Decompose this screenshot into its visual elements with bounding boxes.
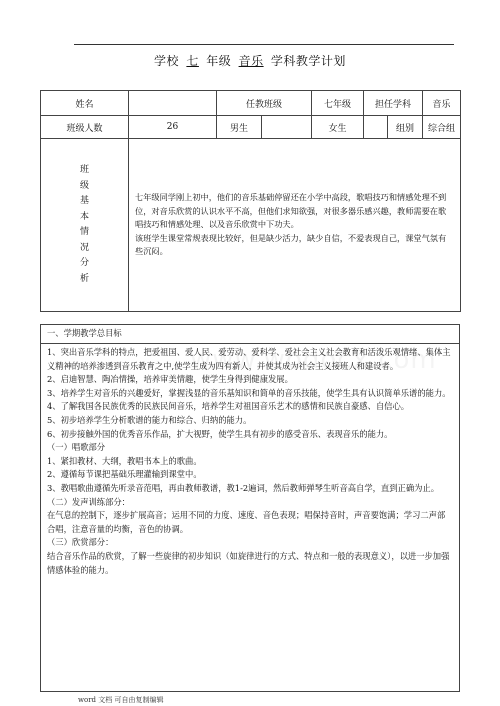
class-value: 七年级 [312,91,364,116]
title-grade-label: 年级 [206,54,232,68]
analysis-char: 分 [79,258,89,268]
title-prefix: 学校 [154,54,180,68]
goals-section [40,324,460,692]
goal-line: 5、初步培养学生分析歌谱的能力和综合、归纳的能力。 [47,414,252,425]
page-title [0,52,500,69]
girls-label: 女生 [312,116,364,139]
info-row-2 [41,116,461,139]
analysis-row [41,139,461,312]
name-label: 姓名 [41,91,129,116]
class-label: 任教班级 [217,91,312,116]
group-value: 综合组 [423,116,461,139]
goals-body [41,344,459,579]
analysis-paragraph: 该班学生课堂常规表现比较好，但是缺少活力，缺少自信，不爱表现自己，课堂气氛有些沉闷。 [135,232,447,257]
analysis-char: 班 [79,165,89,175]
goal-subheading: （二）发声训练部分： [47,496,130,507]
goal-line: 1、紧扣教材、大纲，教唱书本上的歌曲。 [47,455,202,466]
goal-line: 6、初步接触外国的优秀音乐作品，扩大视野，使学生具有初步的感受音乐、表现音乐的能力。 [47,428,393,439]
subject-label: 担任学科 [364,91,423,116]
boys-value [262,116,312,139]
group-label: 组别 [388,116,423,139]
goal-line: 结合音乐作品的欣赏，了解一些旋律的初步知识（如旋律进行的方式、特点和一般的表现意义），以进一步加强情感体验的能力。 [47,550,450,575]
footer-note: word 文档 可自由复制编辑 [78,696,164,704]
analysis-label [41,139,129,312]
analysis-paragraph: 七年级同学刚上初中，他们的音乐基础停留还在小学中高段，歌唱技巧和情感处理不到位，对音乐欣赏的认识水平不高，但他们求知欲强，对很多器乐感兴趣，教师需要在歌唱技巧和情感处理、以及音乐欣赏中下功夫。 [135,192,447,230]
count-label: 班级人数 [41,116,129,139]
goal-line: 在气息的控制下，逐步扩展高音；运用不同的力度、速度、音色表现；唱保持音时，声音要饱满；学习二声部合唱，注意音量的均衡，音色的协调。 [47,510,446,534]
goal-line: 3、教唱歌曲遵循先听录音范唱，再由教师教谱，教1-2遍词，然后教师弹琴生听音高自学，直到正确为止。 [47,482,440,493]
header-rule [74,44,454,45]
subject-value: 音乐 [423,91,461,116]
goal-line: 3、培养学生对音乐的兴趣爱好，掌握浅显的音乐基知识和简单的音乐技能，使学生具有认识简单乐谱的能力。 [47,387,451,398]
goal-subheading: （一）唱歌部分 [47,442,106,453]
goal-line: 2、遵循每节课把基础乐理灌输到课堂中。 [47,469,202,480]
title-subject-value: 音乐 [238,54,264,68]
info-row-1 [41,91,461,116]
analysis-char: 析 [79,273,89,284]
watermark [190,345,437,375]
goals-header: 一、学期教学总目标 [41,325,459,344]
analysis-char: 级 [79,180,89,191]
title-suffix: 学科教学计划 [270,54,346,68]
goal-subheading: （三）欣赏部分： [47,537,114,548]
goal-line: 2、启迪智慧、陶冶情操，培养审美情趣，使学生身得到健康发展。 [47,374,293,385]
analysis-char: 基 [79,196,89,206]
analysis-char: 情 [79,227,89,237]
count-value: 26 [129,116,217,139]
goal-line: 4、了解我国各民族优秀的民族民间音乐，培养学生对祖国音乐艺术的感情和民族自豪感、自信心。 [47,401,410,412]
title-grade-value: 七 [186,54,199,68]
analysis-char: 本 [79,211,89,222]
goal-line: 1、突出音乐学科的特点，把爱祖国、爱人民、爱劳动、爱科学、爱社会主义社会教育和活泼乐观情绪、集体主义精神的培养渗透到音乐教育之中,使学生成为四有新人，并使其成为社会主义接班人和建设者。 [47,347,451,371]
girls-value [364,116,388,139]
analysis-text [129,139,461,312]
name-value [129,91,217,116]
analysis-char: 况 [79,242,89,253]
info-table [40,90,461,312]
boys-label: 男生 [217,116,262,139]
